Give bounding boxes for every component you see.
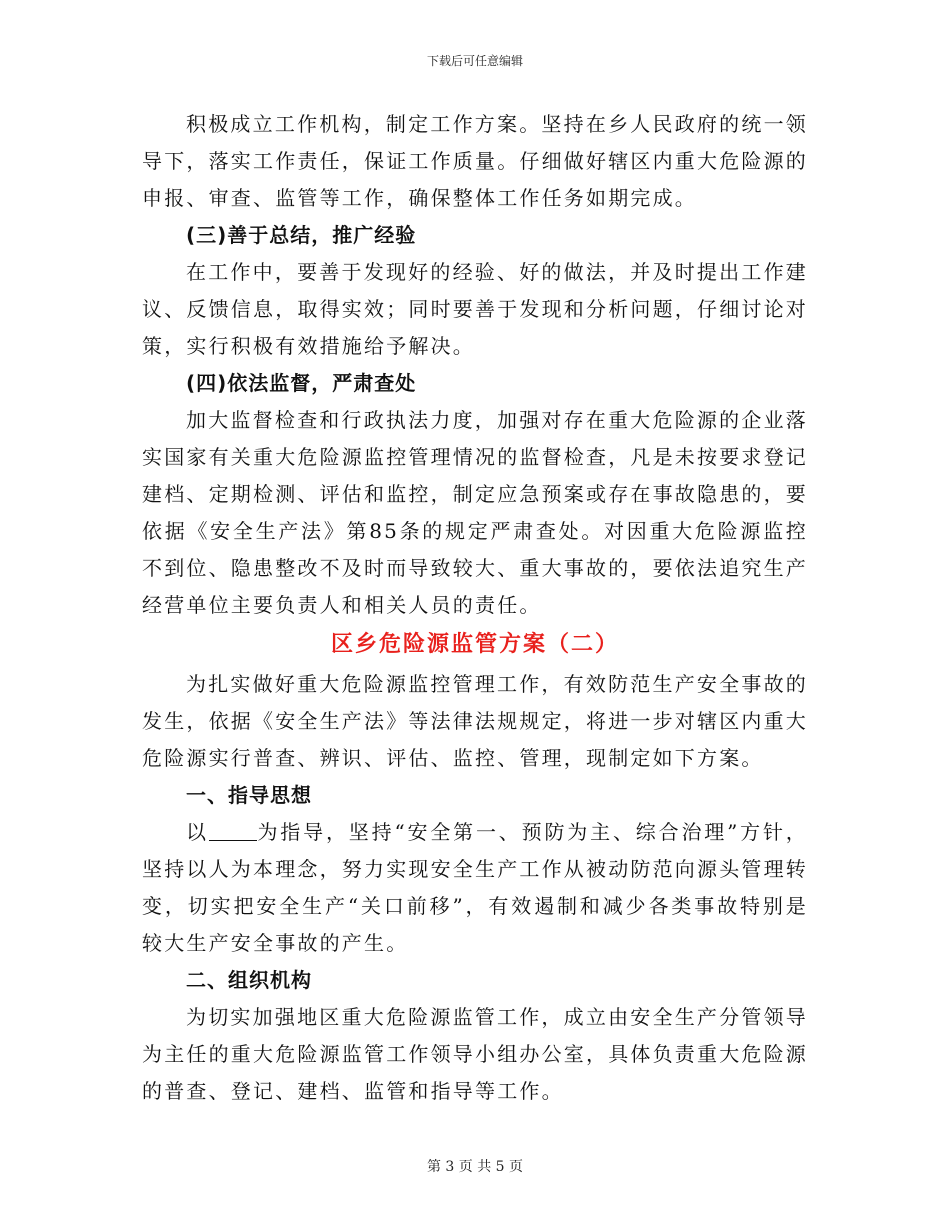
- section-heading: 一、指导思想: [186, 783, 312, 807]
- document-title: 区乡危险源监管方案（二）: [330, 632, 619, 657]
- paragraph: 加大监督检查和行政执法力度，加强对存在重大危险源的企业落实国家有关重大危险源监控管理情况的监督检查，凡是未按要求登记建档、定期检测、评估和监控，制定应急预案或存在事故隐患的，要依据《安全生产法》第85条的规定严肃查处。对因重大危险源监控不到位、隐患整改不及时而导致较大、重大事故的，要依法追究生产经营单位主要负责人和相关人员的责任。: [142, 408, 808, 617]
- paragraph: 为扎实做好重大危险源监控管理工作，有效防范生产安全事故的发生，依据《安全生产法》等法律法规规定，将进一步对辖区内重大危险源实行普查、辨识、评估、监控、管理，现制定如下方案。: [142, 672, 808, 770]
- fill-blank: [209, 822, 257, 841]
- paragraph-text: 为指导，坚持“安全第一、预防为主、综合治理”方针，坚持以人为本理念，努力实现安全生产工作从被动防范向源头管理转变，切实把安全生产“关口前移”，有效遏制和减少各类事故特别是较大生产安全事故的产生。: [142, 820, 809, 955]
- section-heading: 二、组织机构: [186, 968, 312, 992]
- document-body: [142, 106, 808, 1110]
- page-footer: 第 3 页 共 5 页: [426, 1159, 524, 1175]
- paragraph: 在工作中，要善于发现好的经验、好的做法，并及时提出工作建议、反馈信息，取得实效；同时要善于发现和分析问题，仔细讨论对策，实行积极有效措施给予解决。: [142, 260, 808, 358]
- paragraph-text: 以: [186, 820, 209, 844]
- page-header: 下载后可任意编辑: [426, 54, 523, 68]
- paragraph: 积极成立工作机构，制定工作方案。坚持在乡人民政府的统一领导下，落实工作责任，保证工作质量。仔细做好辖区内重大危险源的申报、审查、监管等工作，确保整体工作任务如期完成。: [142, 112, 808, 210]
- section-heading: (四)依法监督，严肃查处: [186, 371, 417, 395]
- section-heading: (三)善于总结，推广经验: [186, 223, 417, 247]
- paragraph: [142, 814, 808, 962]
- paragraph: 为切实加强地区重大危险源监管工作，成立由安全生产分管领导为主任的重大危险源监管工作领导小组办公室，具体负责重大危险源的普查、登记、建档、监管和指导等工作。: [142, 1005, 808, 1103]
